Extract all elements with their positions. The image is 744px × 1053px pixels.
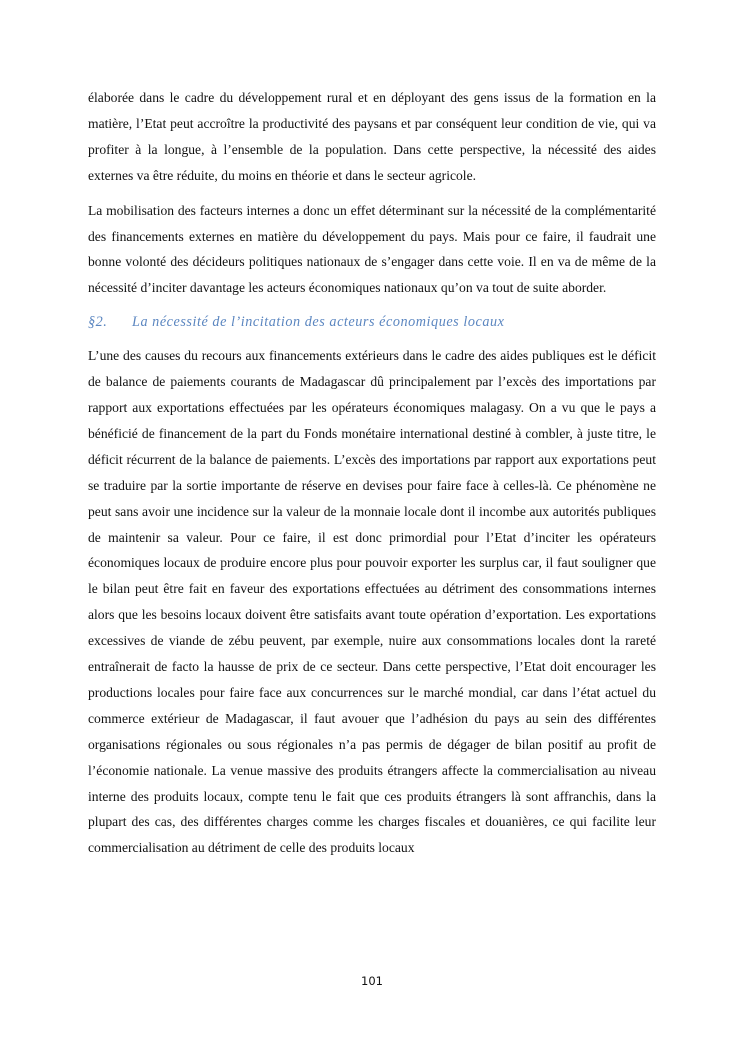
section-heading <box>88 310 656 336</box>
body-paragraph-3: L’une des causes du recours aux financements extérieurs dans le cadre des aides publiques est le déficit de balance de paiements courants de Madagascar dû principalement par l’excès des importations par rapport aux exportations effectuées par les opérateurs économiques malagasy. On a vu que le pays a bénéficié de financement de la part du Fonds monétaire international destiné à combler, à juste titre, le déficit récurrent de la balance de paiements. L’excès des importations par rapport aux exportations peut se traduire par la sortie importante de réserve en devises pour faire face à celles-là. Ce phénomène ne peut sans avoir une incidence sur la valeur de la monnaie locale dont il incombe aux autorités publiques de maintenir sa valeur. Pour ce faire, il est donc primordial pour l’Etat d’inciter les opérateurs économiques locaux de produire encore plus pour pouvoir exporter les surplus car, il faut souligner que le bilan peut être fait en faveur des exportations effectuées au détriment des consommations internes alors que les besoins locaux doivent être satisfaits avant toute opération d’exportation. Les exportations excessives de viande de zébu peuvent, par exemple, nuire aux consommations locales dont la rareté entraînerait de facto la hausse de prix de ce secteur. Dans cette perspective, l’Etat doit encourager les productions locales pour faire face aux concurrences sur le marché mondial, car dans l’état actuel du commerce extérieur de Madagascar, il faut avouer que l’adhésion du pays au sein des différentes organisations régionales ou sous régionales n’a pas permis de dégager de bilan positif au profit de l’économie nationale. La venue massive des produits étrangers affecte la commercialisation au niveau interne des produits locaux, compte tenu le fait que ces produits étrangers là sont affranchis, dans la plupart des cas, des différentes charges comme les charges fiscales et douanières, ce qui facilite leur commercialisation au détriment de celle des produits locaux <box>88 348 656 856</box>
section-title: La nécessité de l’incitation des acteurs économiques locaux <box>132 314 505 331</box>
section-number: §2. <box>88 314 108 331</box>
body-paragraph-1: élaborée dans le cadre du développement rural et en déployant des gens issus de la formation en la matière, l’Etat peut accroître la productivité des paysans et par conséquent leur condition de vie, qui va profiter à la longue, à l’ensemble de la population. Dans cette perspective, la nécessité des aides externes va être réduite, du moins en théorie et dans le secteur agricole. <box>88 90 656 183</box>
page-number: 101 <box>361 974 383 988</box>
body-paragraph-2: La mobilisation des facteurs internes a donc un effet déterminant sur la nécessité de la complémentarité des financements externes en matière du développement du pays. Mais pour ce faire, il faudrait une bonne volonté des décideurs politiques nationaux de s’engager dans cette voie. Il en va de même de la nécessité d’inciter davantage les acteurs économiques nationaux qu’on va tout de suite aborder. <box>88 202 656 296</box>
page-body <box>88 85 656 861</box>
